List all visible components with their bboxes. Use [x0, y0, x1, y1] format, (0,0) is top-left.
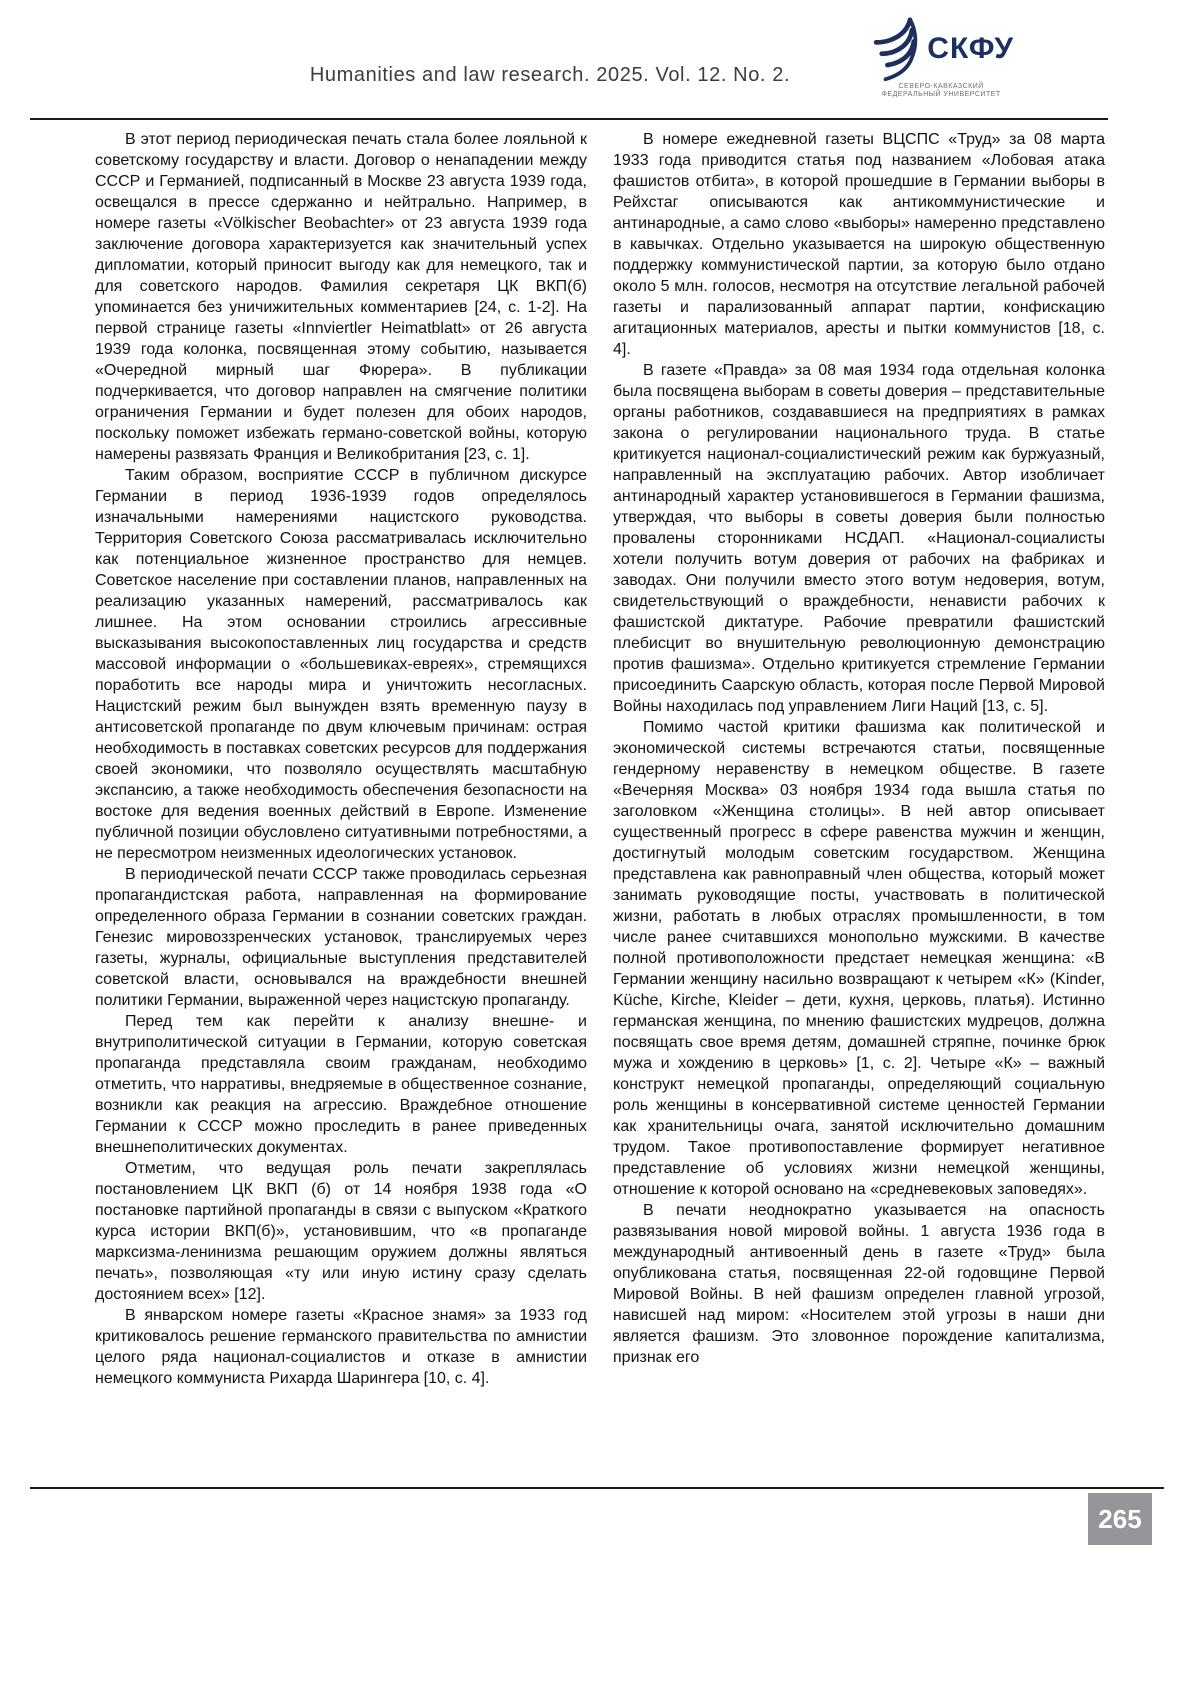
- paragraph: В этот период периодическая печать стала более лояльной к советскому государству и власти. Договор о ненападении между СССР и Германией, подписанный в Москве 23 августа 1939 года, освещался в прессе сдержанно и нейтрально. Например, в номере газеты «Völkischer Beobachter» от 23 августа 1939 года заключение договора характеризуется как значительный успех дипломатии, который приносит выгоду как для немецкого, так и для советского народов. Фамилия секретаря ЦК ВКП(б) упоминается без уничижительных комментариев [24, с. 1-2]. На первой странице газеты «Innviertler Heimatblatt» от 26 августа 1939 года колонка, посвященная этому событию, называется «Очередной мирный шаг Фюрера». В публикации подчеркивается, что договор направлен на смягчение политики ограничения Германии и будет полезен для обоих народов, поскольку поможет избежать германо-советской войны, которую намерены развязать Франция и Великобритания [23, с. 1].: [95, 131, 587, 463]
- logo-row: [868, 16, 1014, 82]
- logo-subtitle-line2: ФЕДЕРАЛЬНЫЙ УНИВЕРСИТЕТ: [881, 91, 1001, 98]
- paragraph: В печати неоднократно указывается на опасность развязывания новой мировой войны. 1 августа 1936 года в международный антивоенный день в газете «Труд» была опубликована статья, посвященная 22-ой годовщине Первой Мировой Войны. В ней фашизм определен главной угрозой, нависшей над миром: «Носителем этой угрозы в наши дни является фашизм. Это зловонное порождение капитализма, признак его: [613, 1202, 1105, 1366]
- paragraph: Перед тем как перейти к анализу внешне- и внутриполитической ситуации в Германии, которую советская пропаганда представляла своим гражданам, необходимо отметить, что нарративы, внедряемые в общественное сознание, возникли как реакция на агрессию. Враждебное отношение Германии к СССР можно проследить в ранее приведенных внешнеполитических документах.: [95, 1013, 587, 1156]
- eagle-logo-icon: [868, 16, 920, 82]
- page-number-badge: [1088, 1493, 1152, 1545]
- logo-acronym: СКФУ: [927, 32, 1014, 65]
- paragraph: Отметим, что ведущая роль печати закреплялась постановлением ЦК ВКП (б) от 14 ноября 1938 года «О постановке партийной пропаганды в связи с выпуском «Краткого курса истории ВКП(б)», установившим, что «в пропаганде марксизма-ленинизма решающим оружием должны являться печать», позволяющая «ту или иную истину сразу сделать достоянием всех» [12].: [95, 1160, 587, 1303]
- article-body: [95, 129, 1105, 1389]
- university-logo: [868, 16, 1014, 98]
- logo-subtitle-line1: СЕВЕРО-КАВКАЗСКИЙ: [898, 83, 984, 90]
- paragraph: В газете «Правда» за 08 мая 1934 года отдельная колонка была посвящена выборам в советы доверия – представительные органы работников, создававшиеся на предприятиях в рамках закона о регулировании национального труда. В статье критикуется национал-социалистический режим как буржуазный, направленный на эксплуатацию рабочих. Автор изобличает антинародный характер установившегося в Германии фашизма, утверждая, что выборы в советы доверия были полностью провалены сторонниками НСДАП. «Национал-социалисты хотели получить вотум доверия от рабочих на фабриках и заводах. Они получили вместо этого вотум недоверия, вотум, свидетельствующий о враждебности, ненависти рабочих к фашистской диктатуре. Рабочие превратили фашистский плебисцит во внушительную революционную демонстрацию против фашизма». Отдельно критикуется стремление Германии присоединить Саарскую область, которая после Первой Мировой Войны находилась под управлением Лиги Наций [13, с. 5].: [613, 362, 1105, 715]
- paragraph: Таким образом, восприятие СССР в публичном дискурсе Германии в период 1936-1939 годов определялось изначальными намерениями нацистского руководства. Территория Советского Союза рассматривалась исключительно как потенциальное жизненное пространство для немцев. Советское население при составлении планов, направленных на реализацию указанных намерений, рассматривалось как лишнее. На этом основании строились агрессивные высказывания высокопоставленных лиц государства и средств массовой информации о «большевиках-евреях», стремящихся поработить все народы мира и уничтожить несогласных. Нацистский режим был вынужден взять временную паузу в антисоветской пропаганде по двум ключевым причинам: острая необходимость в поставках советских ресурсов для поддержания своей экономики, что позволяло осуществлять масштабную экспансию, а также необходимость обеспечения безопасности на востоке для ведения военных действий в Европе. Изменение публичной позиции обусловлено ситуативными потребностями, а не пересмотром неизменных идеологических установок.: [95, 467, 587, 862]
- header-rule: [30, 118, 1108, 120]
- paragraph: В номере ежедневной газеты ВЦСПС «Труд» за 08 марта 1933 года приводится статья под названием «Лобовая атака фашистов отбита», в которой прошедшие в Германии выборы в Рейхстаг описываются как антикоммунистические и антинародные, а само слово «выборы» намеренно представлено в кавычках. Отдельно указывается на широкую общественную поддержку коммунистической партии, за которую было отдано около 5 млн. голосов, несмотря на отсутствие легальной рабочей газеты и парализованный аппарат партии, конфискацию агитационных материалов, аресты и пытки коммунистов [18, с. 4].: [613, 131, 1105, 358]
- paragraph: Помимо частой критики фашизма как политической и экономической системы встречаются статьи, посвященные гендерному неравенству в немецком обществе. В газете «Вечерняя Москва» 03 ноября 1934 года вышла статья по заголовком «Женщина столицы». В ней автор описывает существенный прогресс в сфере равенства мужчин и женщин, достигнутый молодым советским государством. Женщина представлена как равноправный член общества, который может занимать руководящие посты, участвовать в политической жизни, работать в любых отраслях промышленности, в том числе ранее считавшихся монопольно мужскими. В качестве полной противоположности предстает немецкая женщина: «В Германии женщину насильно возвращают к четырем «К» (Kinder, Küche, Kirche, Kleider – дети, кухня, церковь, платья). Истинно германская женщина, по мнению фашистских мудрецов, должна посвящать свое время детям, домашней стряпне, починке брюк мужа и хождению в церковь» [1, с. 2]. Четыре «К» – важный конструкт немецкой пропаганды, определяющий социальную роль женщины в консервативной системе ценностей Германии как хранительницы очага, занятой исключительно домашним трудом. Такое противопоставление формирует негативное представление об условиях жизни немецкой женщины, отношение к которой основано на «средневековых заповедях».: [613, 719, 1105, 1198]
- page-number: 265: [1098, 1503, 1142, 1534]
- footer-rule: [30, 1487, 1164, 1489]
- right-column: [613, 129, 1105, 1389]
- paragraph: В периодической печати СССР также проводилась серьезная пропагандистская работа, направленная на формирование определенного образа Германии в сознании советских граждан. Генезис мировоззренческих установок, транслируемых через газеты, журналы, официальные выступления представителей советской власти, основывался на враждебности внешней политики Германии, выраженной через нацистскую пропаганду.: [95, 866, 587, 1009]
- journal-title: Humanities and law research. 2025. Vol. 12. No. 2.: [309, 64, 791, 86]
- paragraph: В январском номере газеты «Красное знамя» за 1933 год критиковалось решение германского правительства по амнистии целого ряда национал-социалистов и отказе в амнистии немецкого коммуниста Рихарда Шарингера [10, с. 4].: [95, 1307, 587, 1387]
- left-column: [95, 129, 587, 1389]
